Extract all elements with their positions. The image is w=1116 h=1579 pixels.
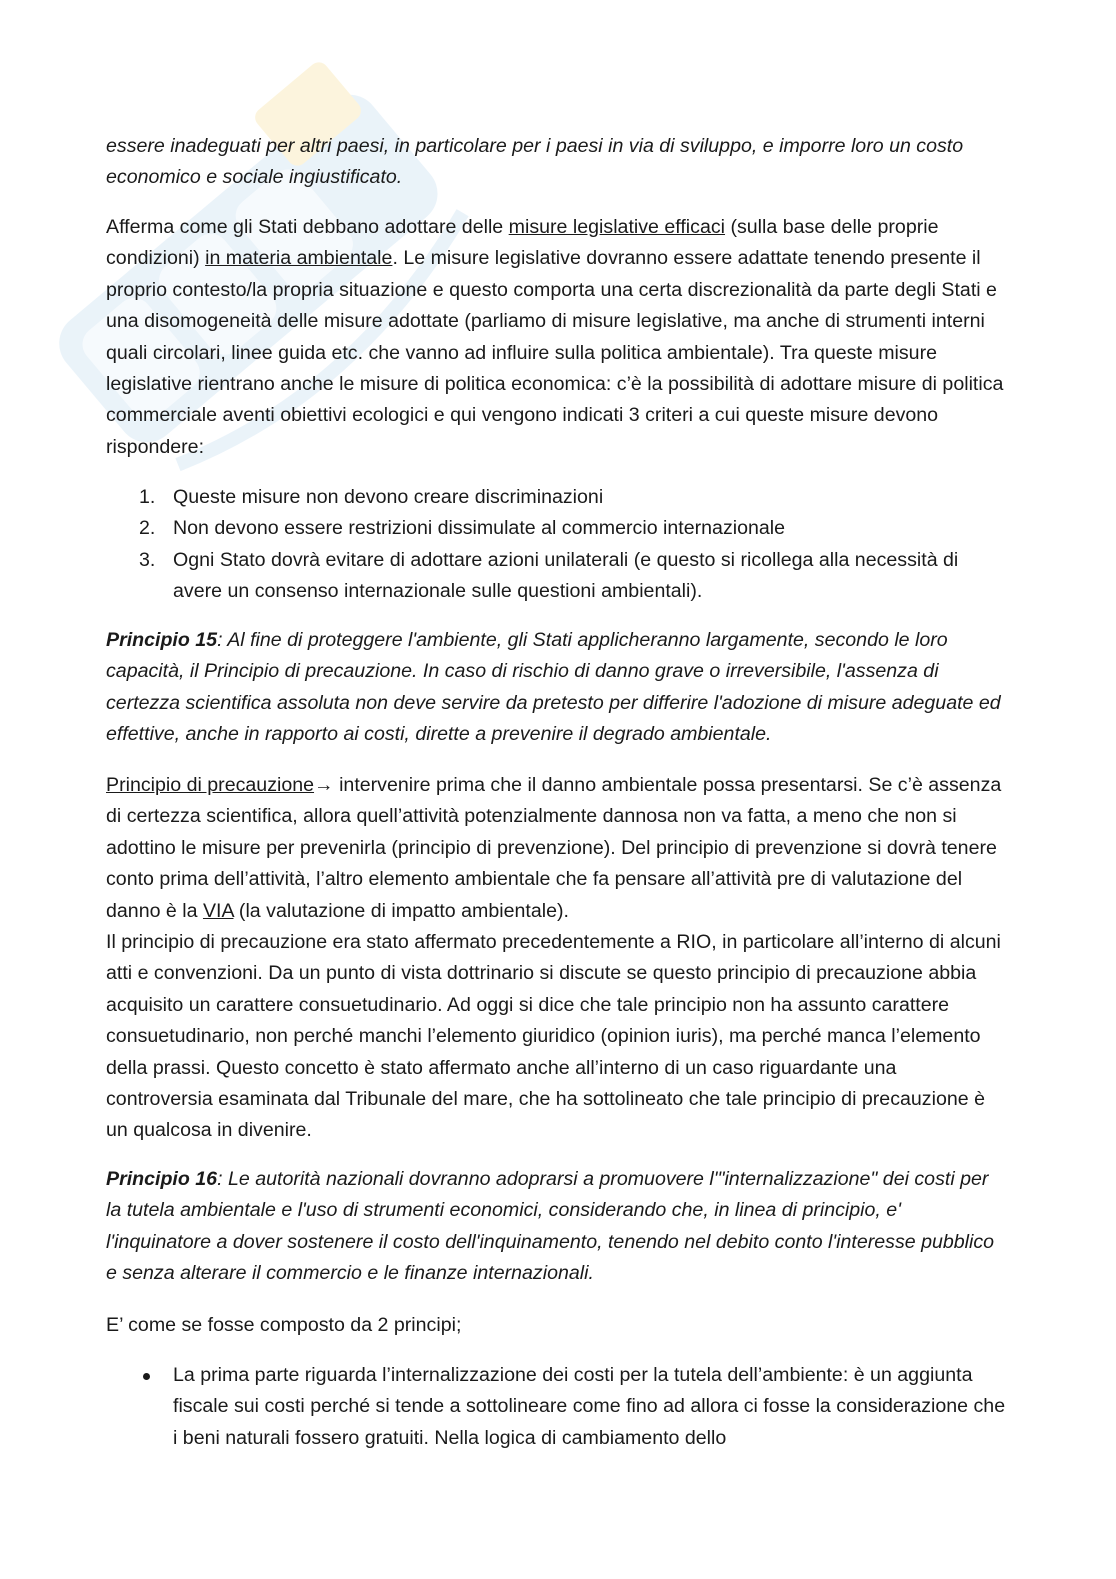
principle-16-paragraph xyxy=(106,1164,1006,1290)
list-item-text: Non devono essere restrizioni dissimulate al commercio internazionale xyxy=(173,517,786,540)
list-item-text: Queste misure non devono creare discriminazioni xyxy=(173,486,604,508)
list-number: 1. xyxy=(139,486,156,508)
arrow-icon: → xyxy=(314,774,334,796)
composed-text: E’ come se fosse composto da 2 principi; xyxy=(106,1314,462,1336)
list-item xyxy=(106,545,1006,608)
intro-continuation xyxy=(106,131,1006,194)
para1-text-b: (sulla base delle proprie condizioni) xyxy=(106,216,939,270)
composed-sentence xyxy=(106,1310,1006,1341)
precaution-text-3: Il principio di precauzione era stato affermato precedentemente a RIO, in particolare all’interno di alcuni atti e convenzioni. Da un punto di vista dottrinario si discute se questo principio di precauzione abbia acquisito un carattere consuetudinario. Ad oggi si dice che tale principio non ha assunto carattere consuetudinario, non perché manchi l’elemento giuridico (opinion iuris), ma perché manca l’elemento della prassi. Questo concetto è stato affermato anche all’interno di un caso riguardante una controversia esaminata dal Tribunale del mare, che ha sottolineato che tale principio di precauzione è un qualcosa in divenire. xyxy=(106,931,1001,1142)
via-term: VIA xyxy=(202,899,234,922)
para1-text-a: Afferma come gli Stati debbano adottare delle xyxy=(106,216,509,238)
list-item xyxy=(106,1360,1006,1454)
underlined-term-legislative: misure legislative efficaci xyxy=(508,216,726,238)
list-number: 2. xyxy=(139,517,156,540)
list-item-text: Ogni Stato dovrà evitare di adottare azioni unilaterali (e questo si ricollega alla necessità di avere un consenso internazionale sulle questioni ambientali). xyxy=(173,548,959,603)
bullet-icon xyxy=(143,1373,150,1380)
precaution-text-2: (la valutazione di impatto ambientale). xyxy=(233,899,569,922)
principle-16-text: : Le autorità nazionali dovranno adoprarsi a promuovere l'"internalizzazione" dei costi per la tutela ambientale e l'uso di strumenti economici, considerando che, in linea di principio, e' l'inquinatore a dover sostenere il costo dell'inquinamento, tenendo nel debito conto l'interesse pubblico e senza alterare il commercio e le finanze internazionali. xyxy=(106,1168,995,1285)
precaution-term: Principio di precauzione xyxy=(106,774,315,796)
bullet-list xyxy=(106,1360,1006,1454)
intro-text: essere inadeguati per altri paesi, in particolare per i paesi in via di sviluppo, e imporre loro un costo economico e sociale ingiustificato. xyxy=(106,135,964,189)
list-number: 3. xyxy=(139,548,156,571)
principle-16-label: Principio 16 xyxy=(106,1168,218,1190)
bullet-text: La prima parte riguarda l’internalizzazione dei costi per la tutela dell’ambiente: è un aggiunta fiscale sui costi perché si tende a sottolineare come fino ad allora ci fosse la considerazione che i beni naturali fossero gratuiti. Nella logica di cambiamento dello xyxy=(173,1364,1006,1449)
principle-15-paragraph xyxy=(106,625,1006,751)
underlined-term-environmental: in materia ambientale xyxy=(205,247,393,270)
criteria-list xyxy=(106,482,1006,608)
principle-15-text: : Al fine di proteggere l'ambiente, gli Stati applicheranno largamente, secondo le loro capacità, il Principio di precauzione. In caso di rischio di danno grave o irreversibile, l'assenza di certezza scientifica assoluta non deve servire da pretesto per differire l'adozione di misure adeguate ed effettive, anche in rapporto ai costi, dirette a prevenire il degrado ambientale. xyxy=(106,629,1001,746)
list-item xyxy=(106,482,1006,513)
precaution-text-1: intervenire prima che il danno ambientale possa presentarsi. Se c’è assenza di certezza scientifica, allora quell’attività potenzialmente dannosa non va fatta, a meno che non si adottino le misure per prevenirla (principio di prevenzione). Del principio di prevenzione si dovrà tenere conto prima dell’attività, l’altro elemento ambientale che fa pensare all’attività pre di valutazione del danno è la xyxy=(106,774,1002,922)
precaution-paragraph xyxy=(106,770,1006,1147)
list-item xyxy=(106,513,1006,544)
para1-text-c: . Le misure legislative dovranno essere adattate tenendo presente il proprio contesto/la propria situazione e questo comporta una certa discrezionalità da parte degli Stati e una disomogeneità delle misure adottate (parliamo di misure legislative, ma anche di strumenti interni quali circolari, linee guida etc. che vanno ad influire sulla politica ambientale). Tra queste misure legislative rientrano anche le misure di politica economica: c’è la possibilità di adottare misure di politica commerciale aventi obiettivi ecologici e qui vengono indicati 3 criteri a cui queste misure devono rispondere: xyxy=(106,247,1004,458)
principle-15-label: Principio 15 xyxy=(106,629,218,651)
legislative-measures-paragraph xyxy=(106,212,1006,463)
